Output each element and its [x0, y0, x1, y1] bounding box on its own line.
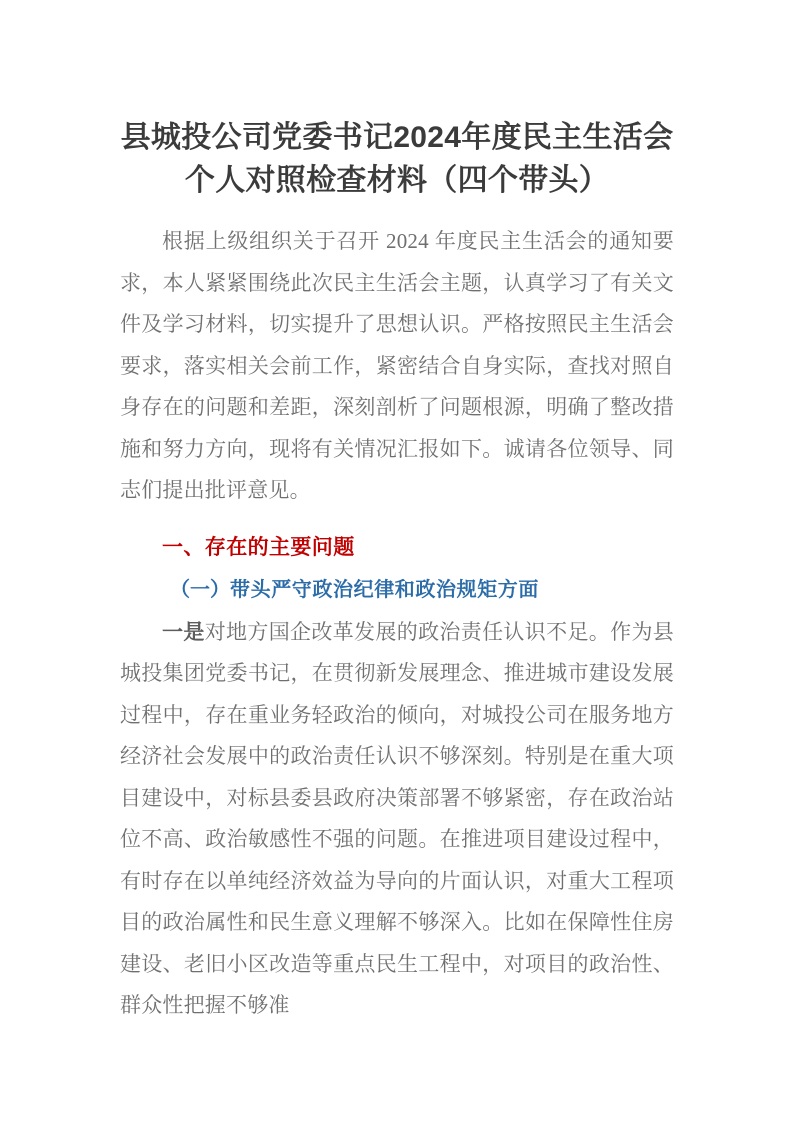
intro-paragraph: 根据上级组织关于召开 2024 年度民主生活会的通知要求，本人紧紧围绕此次民主生活会主题，认真学习了有关文件及学习材料，切实提升了思想认识。严格按照民主生活会要求，落实相关会前工作，紧密结合自身实际，查找对照自身存在的问题和差距，深刻剖析了问题根源，明确了整改措施和努力方向，现将有关情况汇报如下。诚请各位领导、同志们提出批评意见。 — [120, 229, 674, 502]
page-content — [120, 0, 674, 1027]
item-one-body: 对地方国企改革发展的政治责任认识不足。作为县城投集团党委书记，在贯彻新发展理念、推进城市建设发展过程中，存在重业务轻政治的倾向，对城投公司在服务地方经济社会发展中的政治责任认识不够深刻。特别是在重大项目建设中，对标县委县政府决策部署不够紧密，存在政治站位不高、政治敏感性不强的问题。在推进项目建设过程中，有时存在以单纯经济效益为导向的片面认识，对重大工程项目的政治属性和民生意义理解不够深入。比如在保障性住房建设、老旧小区改造等重点民生工程中，对项目的政治性、群众性把握不够准 — [120, 619, 674, 1017]
subsection-heading-label: 带头严守政治纪律和政治规矩方面 — [230, 579, 539, 601]
page-title: 县城投公司党委书记2024年度民主生活会个人对照检查材料（四个带头） — [120, 121, 674, 197]
subsection-number: （一） — [170, 579, 230, 601]
subsection-heading-political-discipline — [120, 568, 674, 612]
section-heading-main-problems: 一、存在的主要问题 — [162, 535, 355, 559]
item-one-paragraph — [120, 612, 674, 1027]
item-one-lead: 一是 — [162, 619, 205, 644]
